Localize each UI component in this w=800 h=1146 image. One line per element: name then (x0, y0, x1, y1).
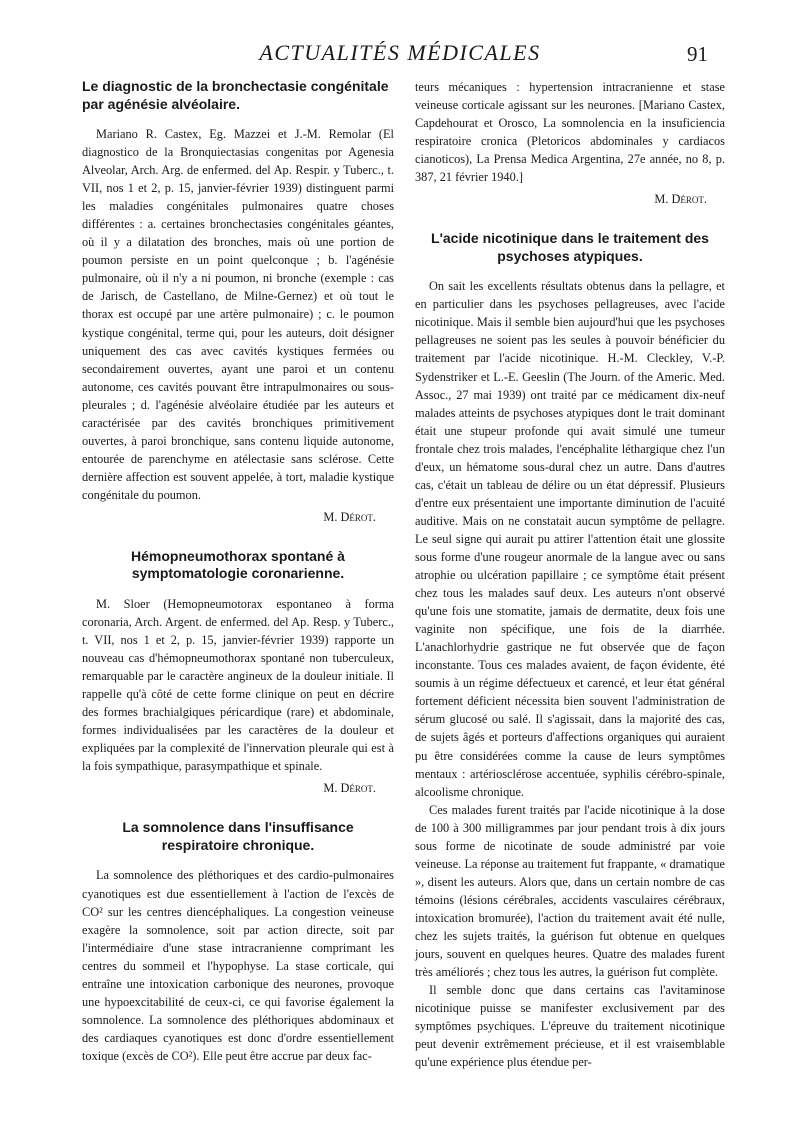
article-paragraph: Ces malades furent traités par l'acide nicotinique à la dose de 100 à 300 milligrammes par jour pendant trois à dix jours sous forme de nicotinate de soude administré par voie veineuse. La réponse au traitement fut frappante, « dramatique », disent les auteurs. Alors que, dans un certain nombre de cas témoins (lésions cérébrales, accidents vasculaires cérébraux, intoxication bromurée), l'action du traitement avait été nulle, chez les sujets traités, la guérison fut obtenue en quelques jours, souvent en quelques heures. Quatre des malades furent très améliorés ; chez tous les autres, la guérison fut complète. (415, 802, 725, 980)
article-paragraph: Il semble donc que dans certains cas l'avitaminose nicotinique puisse se manifester exclusivement par des symptômes psychiques. L'épreuve du traitement nicotinique peut devenir extrêmement précieuse, et il est vraisemblable qu'une expérience plus étendue per- (415, 983, 725, 1070)
article-heading-hemopneumothorax: Hémopneumothorax spontané à symptomatologie coronarienne. (131, 547, 345, 582)
article-paragraph: M. Sloer (Hemopneumotorax espontaneo à forma coronaria, Arch. Argent. de enfermed. del Ap. Resp. y Tuberc., t. VII, nos 1 et 2, p. 15, janvier-février 1939) rapporte un nouveau cas d'hémopneumothorax spontané non tuberculeux, remarquable par le caractère angineux de la douleur initiale. Il rappelle qu'à côté de cette forme clinique on peut en décrire des formes brachialgiques péricardique (rare) et abdominale, formes individualisées par les caractères de la douleur et expliquées par la complexité de l'innervation pleurale qui est à la fois sympathique, parasympathique et spinale. (82, 596, 394, 774)
page-number: 91 (687, 42, 708, 66)
article-paragraph: La somnolence des pléthoriques et des cardio-pulmonaires cyanotiques est due essentiellement à l'action de l'excès de CO² sur les centres diencéphaliques. La congestion veineuse exagère la somnolence, soit par action directe, soit par l'intermédiaire d'une stase intracranienne comprimant les centres du sommeil et l'hypophyse. La stase corticale, qui entraîne une intoxication carbonique des neurones, provoque une hypoexcitabilité de ceux-ci, ce qui favorise également la somnolence. La somnolence des pléthoriques abdominaux et des cardiaques cyanotiques est donc d'ordre essentiellement toxique (excès de CO²). Elle peut être accrue par deux fac- (82, 868, 394, 1063)
article-heading-somnolence: La somnolence dans l'insuffisance respiratoire chronique. (122, 819, 354, 853)
right-column (415, 78, 725, 1071)
article-paragraph-continued: teurs mécaniques : hypertension intracranienne et stase veineuse corticale agissant sur les neurones. [Mariano Castex, Capdehourat et Orosco, La somnolencia en la insuficiencia respiratoire cronica (Pletoricos abdominales y cardiacos cianoticos), La Prensa Medica Argentina, 27e année, no 8, p. 387, 21 février 1940.] (415, 80, 725, 185)
running-head (0, 40, 800, 70)
article-paragraph: Mariano R. Castex, Eg. Mazzei et J.-M. Remolar (El diagnostico de la Bronquiectasias congenitas por Agenesia Alveolar, Arch. Arg. de enfermed. del Ap. Respir. y Tuberc., t. VII, nos 1 et 2, p. 15, janvier-février 1939) distinguent parmi les maladies congénitales pulmonaires quatre choses différentes : a. certaines bronchectasies congénitales géantes, où il y a dilatation des bronches, mais où une portion de poumon persiste en un point quelconque ; b. l'agénésie pulmonaire, où il n'y a ni poumon, ni bronche (exemple : cas de Jarisch, de Castellano, de Milne-Gernez) et où tout le thorax est occupé par une artère pulmonaire) ; c. le poumon kystique congénital, terme qui, pour les auteurs, doit désigner uniquement des cas avec cavités kystiques fermées ou secondairement ouvertes, ayant une paroi et un contenu autonome, ces cavités pouvant être intrapulmonaires ou sous-pleurales ; d. l'agénésie alvéolaire étudiée par les auteurs et caractérisée par des cavités bronchiques primitivement ouvertes, à paroi bronchique, sans contenu liquide autonome, entourée de parenchyme en atélectasie sans sclérose. Cette dernière affection est souvent appelée, à tort, maladie kystique congénitale du poumon. (82, 127, 394, 502)
left-column (82, 78, 394, 1065)
article-heading-bronchectasie: Le diagnostic de la bronchectasie congénitale par agénésie alvéolaire. (82, 78, 389, 112)
article-signature: M. Dérot. (323, 781, 376, 796)
article-signature: M. Dérot. (323, 509, 376, 524)
article-signature: M. Dérot. (654, 192, 707, 207)
article-paragraph: On sait les excellents résultats obtenus dans la pellagre, et en particulier dans les psychoses pellagreuses, avec l'acide nicotinique. Mais il semble bien aujourd'hui que les psychoses pellagreuses ne soient pas les seules à pouvoir bénéficier du traitement par l'acide nicotinique. H.-M. Cleckley, V.-P. Sydenstriker et L.-E. Geeslin (The Journ. of the Americ. Med. Assoc., 27 mai 1939) ont traité par ce médicament dix-neuf malades atteints de psychoses atypiques dont le trait dominant était une stupeur profonde qui avait simulé une tumeur frontale chez trois malades, l'encéphalite léthargique chez l'un d'eux, un hématome sous-dural chez un autre. Dans d'autres cas, c'était un tableau de délire ou un état dépressif. Plusieurs d'entre eux présentaient une importante diminution de l'acuité auditive. Mais on ne constatait aucun symptôme de pellagre. Le seul signe qui aurait pu attirer l'attention était une glossite sous forme d'une rougeur anormale de la langue avec ou sans atrophie ou ulcération papillaire ; ce symptôme était présent chez tous les malades sauf deux. Les auteurs n'ont observé qu'une fois une stomatite, jamais de dermatite, deux fois une vaginite non spécifique, une fois de la diarrhée. L'anachlorhydrie gastrique ne fut observée que de façon inconstante. Tous ces malades avaient, de façon évidente, été soumis à un régime défectueux et carencé, et leur état général fortement déficient nécessita bien souvent l'administration de sérum glucosé ou salé. Il s'agissait, dans la majorité des cas, de sujets âgés et porteurs d'affections organiques qui auraient pu être considérées comme la cause de leurs symptômes mentaux : artériosclérose accentuée, syphilis cérébro-spinale, alcoolisme chronique. (415, 279, 725, 799)
article-heading-acide-nicotinique: L'acide nicotinique dans le traitement des psychoses atypiques. (431, 230, 709, 264)
running-title: ACTUALITÉS MÉDICALES (259, 40, 541, 65)
